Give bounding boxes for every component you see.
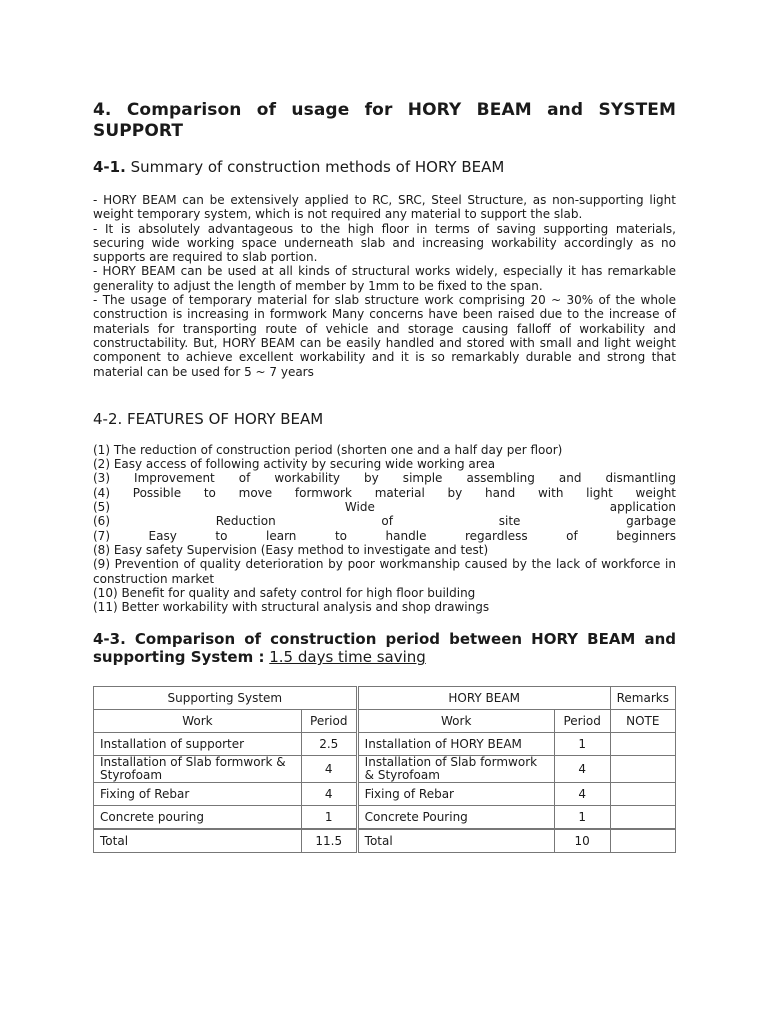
table-row: [94, 806, 676, 830]
table-group-header-row: [94, 687, 676, 710]
feature-item: (10) Benefit for quality and safety control for high floor building: [93, 585, 476, 600]
cell-work-a: Fixing of Rebar: [94, 783, 302, 806]
section-4-3-heading: [93, 630, 676, 666]
cell-period-b: 4: [554, 783, 610, 806]
section-4-2-heading: 4-2. FEATURES OF HORY BEAM: [93, 409, 324, 428]
cell-total-note: [610, 829, 675, 853]
section-4-3-title: 4-3. Comparison of construction period between HORY BEAM and supporting System :: [93, 630, 676, 667]
cell-period-a: 1: [301, 806, 357, 830]
document-title: 4. Comparison of usage for HORY BEAM and SYSTEM SUPPORT: [93, 100, 676, 141]
cell-work-a: Concrete pouring: [94, 806, 302, 830]
cell-work-a: Installation of Slab formwork & Styrofoam: [94, 756, 302, 783]
section-4-1-number: 4-1.: [93, 158, 126, 176]
feature-item: (8) Easy safety Supervision (Easy method to investigate and test): [93, 542, 489, 557]
section-4-1-heading: [93, 157, 676, 177]
intro-paragraph: - HORY BEAM can be extensively applied to RC, SRC, Steel Structure, as non-supporting light weight temporary system, which is not required any material to support the slab.: [93, 193, 676, 222]
feature-item: (7) Easy to learn to handle regardless of beginners: [93, 528, 676, 543]
header-period-a: Period: [301, 710, 357, 733]
cell-note: [610, 783, 675, 806]
section-4-1-body: [93, 193, 676, 379]
group-header-supporting-system: Supporting System: [94, 687, 358, 710]
table-total-row: [94, 829, 676, 853]
cell-total-label-a: Total: [94, 829, 302, 853]
table-row: [94, 733, 676, 756]
feature-item: (9) Prevention of quality deterioration by poor workmanship caused by the lack of workforce in construction market: [93, 557, 676, 586]
intro-paragraph: - HORY BEAM can be used at all kinds of structural works widely, especially it has remarkable generality to adjust the length of member by 1mm to be fixed to the span.: [93, 264, 676, 293]
table-row: [94, 756, 676, 783]
group-header-hory-beam: HORY BEAM: [357, 687, 610, 710]
cell-period-a: 4: [301, 756, 357, 783]
feature-item: (11) Better workability with structural analysis and shop drawings: [93, 600, 490, 615]
intro-paragraph: - It is absolutely advantageous to the high floor in terms of saving supporting materials, securing wide working space underneath slab and increasing workability accordingly as no supports are required to slab portion.: [93, 221, 676, 265]
cell-total-period-a: 11.5: [301, 829, 357, 853]
group-header-remarks: Remarks: [610, 687, 675, 710]
feature-item: (6) Reduction of site garbage: [93, 514, 676, 529]
cell-period-a: 4: [301, 783, 357, 806]
cell-note: [610, 756, 675, 783]
feature-item: (4) Possible to move formwork material by hand with light weight: [93, 485, 676, 500]
table-row: [94, 783, 676, 806]
cell-total-period-b: 10: [554, 829, 610, 853]
features-list: [93, 443, 676, 615]
cell-work-b: Concrete Pouring: [357, 806, 554, 830]
cell-period-a: 2.5: [301, 733, 357, 756]
comparison-table: [93, 686, 676, 853]
cell-work-b: Fixing of Rebar: [357, 783, 554, 806]
header-work-a: Work: [94, 710, 302, 733]
section-4-1-title: Summary of construction methods of HORY BEAM: [130, 158, 505, 176]
table-sub-header-row: [94, 710, 676, 733]
intro-paragraph: - The usage of temporary material for slab structure work comprising 20 ~ 30% of the whole construction is increasing in formwork Many concerns have been raised due to the increase of materials for transporting route of vehicle and storage causing falloff of workability and constructability. But, HORY BEAM can be easily handled and stored with small and light weight component to achieve excellent workability and it is so remarkably durable and strong that material can be used for 5 ~ 7 years: [93, 293, 676, 379]
cell-total-label-b: Total: [357, 829, 554, 853]
feature-item: (5) Wide application: [93, 500, 676, 515]
time-saving-highlight: 1.5 days time saving: [269, 648, 426, 667]
cell-period-b: 4: [554, 756, 610, 783]
cell-period-b: 1: [554, 733, 610, 756]
header-note: NOTE: [610, 710, 675, 733]
cell-note: [610, 806, 675, 830]
feature-item: (2) Easy access of following activity by securing wide working area: [93, 457, 496, 472]
cell-work-b: Installation of HORY BEAM: [357, 733, 554, 756]
cell-work-b: Installation of Slab formwork & Styrofoam: [357, 756, 554, 783]
feature-item: (1) The reduction of construction period (shorten one and a half day per floor): [93, 442, 563, 457]
header-work-b: Work: [357, 710, 554, 733]
document-page: [93, 100, 676, 853]
cell-work-a: Installation of supporter: [94, 733, 302, 756]
header-period-b: Period: [554, 710, 610, 733]
cell-note: [610, 733, 675, 756]
cell-period-b: 1: [554, 806, 610, 830]
feature-item: (3) Improvement of workability by simple assembling and dismantling: [93, 471, 676, 486]
